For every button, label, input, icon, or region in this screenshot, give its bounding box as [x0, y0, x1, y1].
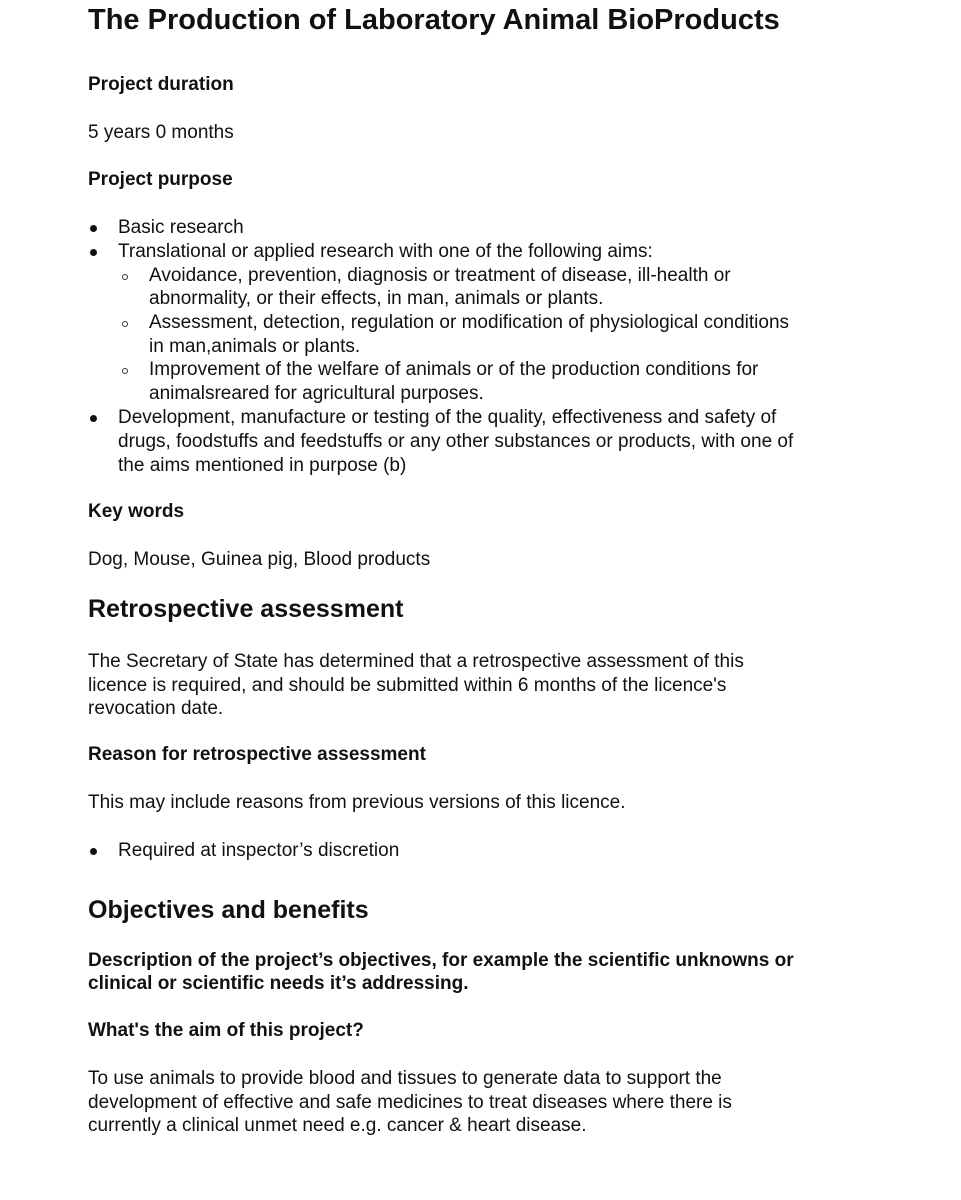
objectives-description-line: Description of the project’s objectives, for example the scientific unknowns or [88, 950, 794, 971]
purpose-subitem-cont: in man,animals or plants. [149, 336, 361, 357]
bullet-icon [90, 225, 97, 232]
aim-label: What's the aim of this project? [88, 1020, 364, 1041]
purpose-subitem: Avoidance, prevention, diagnosis or treatment of disease, ill-health or [149, 265, 731, 286]
objectives-heading: Objectives and benefits [88, 896, 369, 924]
retrospective-paragraph-line: licence is required, and should be submitted within 6 months of the licence's [88, 675, 727, 696]
bullet-icon [90, 848, 97, 855]
purpose-item: Basic research [118, 217, 244, 238]
bullet-icon [90, 249, 97, 256]
reason-note: This may include reasons from previous versions of this licence. [88, 792, 626, 813]
reason-item: Required at inspector’s discretion [118, 840, 400, 861]
bullet-icon [90, 415, 97, 422]
key-words-label: Key words [88, 501, 185, 522]
sub-bullet-icon [122, 274, 128, 280]
aim-paragraph-line: currently a clinical unmet need e.g. cancer & heart disease. [88, 1115, 587, 1136]
purpose-item-cont: drugs, foodstuffs and feedstuffs or any other substances or products, with one of [118, 431, 794, 452]
document-title: The Production of Laboratory Animal BioProducts [88, 4, 780, 36]
project-purpose-label: Project purpose [88, 169, 233, 190]
purpose-item: Translational or applied research with one of the following aims: [118, 241, 653, 262]
project-duration-value: 5 years 0 months [88, 122, 234, 143]
sub-bullet-icon [122, 321, 128, 327]
purpose-subitem: Improvement of the welfare of animals or of the production conditions for [149, 359, 759, 380]
retrospective-paragraph-line: revocation date. [88, 698, 224, 719]
project-duration-label: Project duration [88, 74, 234, 95]
purpose-item-cont: the aims mentioned in purpose (b) [118, 455, 407, 476]
aim-paragraph-line: To use animals to provide blood and tissues to generate data to support the [88, 1068, 722, 1089]
sub-bullet-icon [122, 368, 128, 374]
purpose-item: Development, manufacture or testing of the quality, effectiveness and safety of [118, 407, 777, 428]
purpose-subitem-cont: animalsreared for agricultural purposes. [149, 383, 484, 404]
key-words-value: Dog, Mouse, Guinea pig, Blood products [88, 549, 431, 570]
aim-paragraph-line: development of effective and safe medicines to treat diseases where there is [88, 1092, 732, 1113]
retrospective-assessment-heading: Retrospective assessment [88, 595, 404, 623]
objectives-description-line: clinical or scientific needs it’s addressing. [88, 973, 469, 994]
reason-label: Reason for retrospective assessment [88, 744, 426, 765]
purpose-subitem-cont: abnormality, or their effects, in man, animals or plants. [149, 288, 604, 309]
purpose-subitem: Assessment, detection, regulation or modification of physiological conditions [149, 312, 790, 333]
retrospective-paragraph-line: The Secretary of State has determined that a retrospective assessment of this [88, 651, 744, 672]
